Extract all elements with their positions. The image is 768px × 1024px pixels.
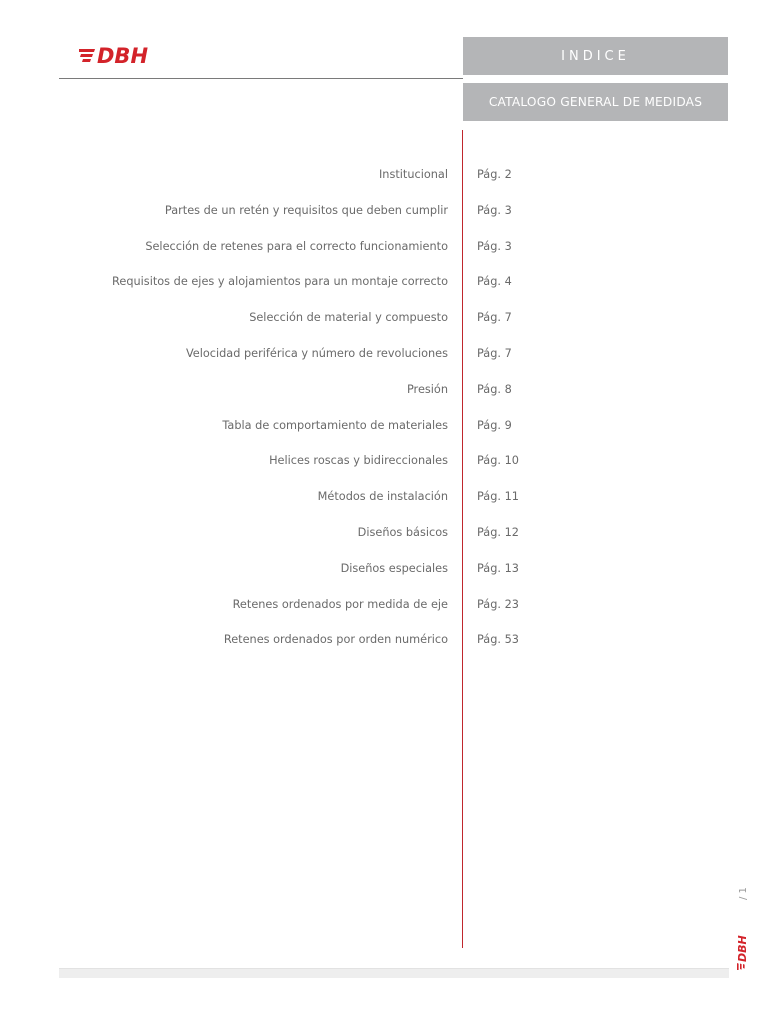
toc-item-page: Pág. 8 bbox=[477, 382, 512, 396]
page-number-mark bbox=[730, 884, 752, 970]
toc-item-title: Helices roscas y bidireccionales bbox=[269, 454, 448, 468]
logo-speed-line-2 bbox=[80, 54, 93, 57]
toc-item[interactable] bbox=[40, 203, 560, 239]
page-number: / 1 bbox=[738, 887, 749, 900]
toc-item-title: Diseños básicos bbox=[357, 525, 448, 539]
toc-item-page: Pág. 11 bbox=[477, 490, 519, 504]
toc-item[interactable] bbox=[40, 489, 560, 525]
toc-item-page: Pág. 10 bbox=[477, 454, 519, 468]
toc-item-title: Diseños especiales bbox=[340, 561, 448, 575]
logo-speed-line-3 bbox=[82, 59, 91, 62]
toc-item[interactable] bbox=[40, 382, 560, 418]
toc-item-page: Pág. 13 bbox=[477, 561, 519, 575]
index-label: INDICE bbox=[561, 48, 630, 64]
toc-item-title: Retenes ordenados por orden numérico bbox=[223, 633, 448, 647]
toc-item-page: Pág. 9 bbox=[477, 418, 512, 432]
toc-item-page: Pág. 4 bbox=[477, 275, 512, 289]
toc-item-title: Presión bbox=[406, 382, 448, 396]
footer-logo-text: DBH bbox=[736, 935, 749, 962]
toc-item-page: Pág. 7 bbox=[477, 311, 512, 325]
dbh-logo bbox=[79, 43, 175, 67]
toc-item-title: Partes de un retén y requisitos que deben cumplir bbox=[164, 203, 448, 217]
index-header bbox=[463, 37, 728, 75]
catalog-header bbox=[463, 83, 728, 121]
toc-item[interactable] bbox=[40, 453, 560, 489]
toc-item-title: Institucional bbox=[378, 168, 448, 181]
toc-item-title: Selección de retenes para el correcto funcionamiento bbox=[145, 239, 448, 253]
toc-item-title: Selección de material y compuesto bbox=[249, 311, 448, 325]
toc-item-title: Requisitos de ejes y alojamientos para un montaje correcto bbox=[112, 275, 448, 289]
toc-item-page: Pág. 7 bbox=[477, 346, 512, 360]
toc-item[interactable] bbox=[40, 310, 560, 346]
footer-bar bbox=[59, 968, 729, 978]
toc-item[interactable] bbox=[40, 597, 560, 633]
toc-item[interactable] bbox=[40, 274, 560, 310]
table-of-contents bbox=[40, 167, 560, 668]
header-rule bbox=[59, 78, 463, 79]
logo-text: DBH bbox=[97, 44, 149, 67]
toc-item-page: Pág. 3 bbox=[477, 203, 512, 217]
toc-item-title: Métodos de instalación bbox=[317, 490, 448, 504]
toc-item[interactable] bbox=[40, 561, 560, 597]
toc-item-page: Pág. 2 bbox=[477, 168, 512, 181]
toc-item[interactable] bbox=[40, 418, 560, 454]
toc-item-title: Tabla de comportamiento de materiales bbox=[222, 418, 448, 432]
toc-item[interactable] bbox=[40, 346, 560, 382]
toc-item[interactable] bbox=[40, 167, 560, 203]
logo-speed-line-1 bbox=[79, 49, 95, 52]
toc-item-page: Pág. 12 bbox=[477, 525, 519, 539]
toc-item-page: Pág. 3 bbox=[477, 239, 512, 253]
catalog-label: CATALOGO GENERAL DE MEDIDAS bbox=[488, 95, 703, 109]
toc-item-page: Pág. 53 bbox=[477, 633, 519, 647]
toc-item-page: Pág. 23 bbox=[477, 597, 519, 611]
toc-item[interactable] bbox=[40, 632, 560, 668]
toc-item-title: Retenes ordenados por medida de eje bbox=[232, 597, 448, 611]
toc-item[interactable] bbox=[40, 525, 560, 561]
toc-item[interactable] bbox=[40, 239, 560, 275]
toc-item-title: Velocidad periférica y número de revoluciones bbox=[185, 346, 448, 360]
